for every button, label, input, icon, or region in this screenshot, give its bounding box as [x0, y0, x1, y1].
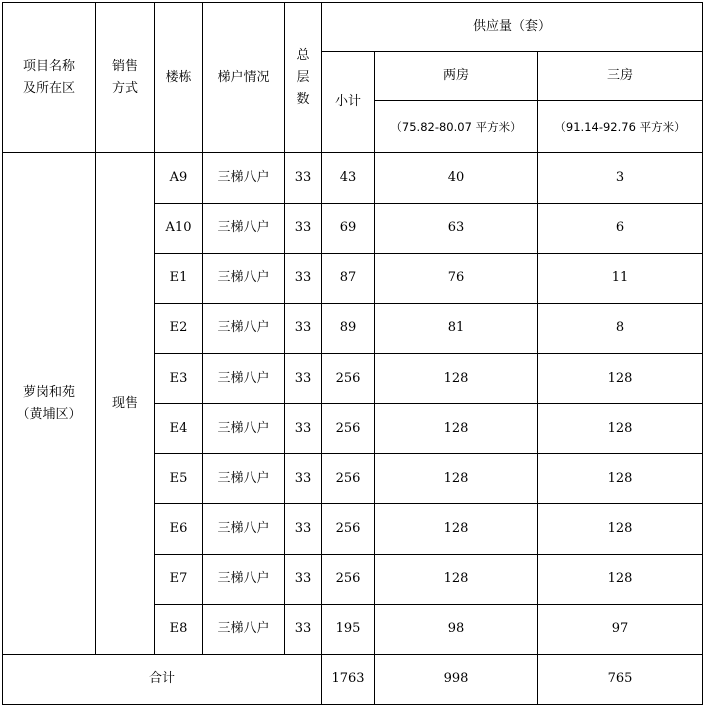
table-row — [3, 153, 703, 203]
sales-method: 现售 — [96, 153, 155, 654]
elevator-cell: 三梯八户 — [203, 604, 285, 654]
three-room-cell: 128 — [538, 404, 703, 454]
subtotal-cell: 256 — [322, 454, 375, 504]
two-room-cell: 98 — [375, 604, 538, 654]
header-sales-line1: 销售 — [111, 58, 138, 74]
building-cell: E5 — [155, 454, 203, 504]
elevator-cell: 三梯八户 — [203, 253, 285, 303]
floors-cell: 33 — [285, 554, 322, 604]
elevator-cell: 三梯八户 — [203, 203, 285, 253]
three-room-cell: 8 — [538, 303, 703, 353]
two-room-cell: 63 — [375, 203, 538, 253]
two-room-cell: 76 — [375, 253, 538, 303]
total-three-room: 765 — [538, 654, 703, 704]
building-cell: E7 — [155, 554, 203, 604]
three-room-cell: 97 — [538, 604, 703, 654]
header-floors-line2: 层 — [296, 69, 310, 85]
elevator-cell: 三梯八户 — [203, 153, 285, 203]
floors-cell: 33 — [285, 454, 322, 504]
elevator-cell: 三梯八户 — [203, 303, 285, 353]
subtotal-cell: 256 — [322, 504, 375, 554]
header-floors-line1: 总 — [296, 47, 310, 63]
building-cell: E2 — [155, 303, 203, 353]
header-sales-method — [96, 3, 155, 153]
building-cell: A10 — [155, 203, 203, 253]
floors-cell: 33 — [285, 504, 322, 554]
floors-cell: 33 — [285, 604, 322, 654]
floors-cell: 33 — [285, 253, 322, 303]
project-name-line1: 萝岗和苑 — [22, 384, 75, 400]
header-floors-line3: 数 — [296, 91, 310, 107]
building-cell: E4 — [155, 404, 203, 454]
header-project — [3, 3, 96, 153]
three-room-cell: 128 — [538, 554, 703, 604]
elevator-cell: 三梯八户 — [203, 504, 285, 554]
header-three-room: 三房 — [538, 52, 703, 101]
header-subtotal: 小计 — [322, 52, 375, 153]
subtotal-cell: 256 — [322, 554, 375, 604]
building-cell: E8 — [155, 604, 203, 654]
header-two-room-area: （75.82-80.07 平方米） — [375, 101, 538, 153]
project-name — [3, 153, 96, 654]
total-subtotal: 1763 — [322, 654, 375, 704]
two-room-cell: 128 — [375, 554, 538, 604]
building-cell: E3 — [155, 353, 203, 403]
floors-cell: 33 — [285, 203, 322, 253]
total-row — [3, 654, 703, 704]
two-room-cell: 128 — [375, 454, 538, 504]
header-sales-line2: 方式 — [111, 80, 138, 96]
building-cell: E6 — [155, 504, 203, 554]
elevator-cell: 三梯八户 — [203, 454, 285, 504]
floors-cell: 33 — [285, 404, 322, 454]
header-floors — [285, 3, 322, 153]
total-label: 合计 — [3, 654, 322, 704]
subtotal-cell: 87 — [322, 253, 375, 303]
three-room-cell: 128 — [538, 353, 703, 403]
floors-cell: 33 — [285, 303, 322, 353]
building-cell: E1 — [155, 253, 203, 303]
header-project-line2: 及所在区 — [22, 80, 75, 96]
floors-cell: 33 — [285, 353, 322, 403]
two-room-cell: 128 — [375, 353, 538, 403]
subtotal-cell: 195 — [322, 604, 375, 654]
project-name-line2: （黄埔区） — [16, 406, 82, 422]
elevator-cell: 三梯八户 — [203, 554, 285, 604]
header-building: 楼栋 — [155, 3, 203, 153]
two-room-cell: 81 — [375, 303, 538, 353]
subtotal-cell: 69 — [322, 203, 375, 253]
supply-table — [2, 2, 703, 705]
three-room-cell: 128 — [538, 504, 703, 554]
header-three-room-area: （91.14-92.76 平方米） — [538, 101, 703, 153]
elevator-cell: 三梯八户 — [203, 404, 285, 454]
three-room-cell: 128 — [538, 454, 703, 504]
subtotal-cell: 256 — [322, 353, 375, 403]
elevator-cell: 三梯八户 — [203, 353, 285, 403]
building-cell: A9 — [155, 153, 203, 203]
header-project-line1: 项目名称 — [22, 58, 75, 74]
subtotal-cell: 89 — [322, 303, 375, 353]
two-room-cell: 40 — [375, 153, 538, 203]
three-room-cell: 6 — [538, 203, 703, 253]
header-two-room: 两房 — [375, 52, 538, 101]
three-room-cell: 3 — [538, 153, 703, 203]
total-two-room: 998 — [375, 654, 538, 704]
subtotal-cell: 43 — [322, 153, 375, 203]
two-room-cell: 128 — [375, 404, 538, 454]
header-elevator: 梯户情况 — [203, 3, 285, 153]
three-room-cell: 11 — [538, 253, 703, 303]
subtotal-cell: 256 — [322, 404, 375, 454]
floors-cell: 33 — [285, 153, 322, 203]
two-room-cell: 128 — [375, 504, 538, 554]
header-supply: 供应量（套） — [322, 3, 703, 52]
